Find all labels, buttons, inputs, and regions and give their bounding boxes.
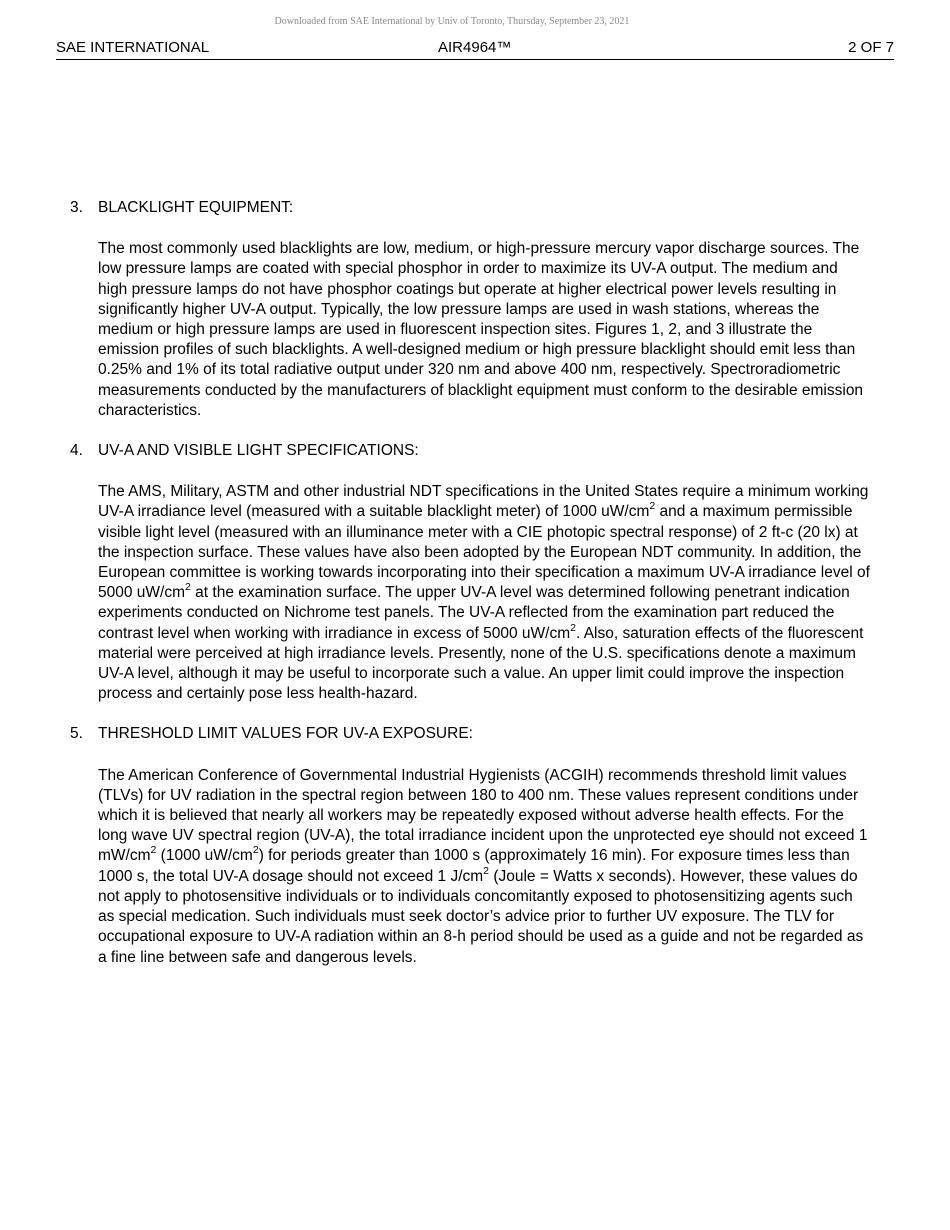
header-page-number: 2 OF 7 [848,39,894,56]
section-paragraph [98,766,870,968]
download-watermark: Downloaded from SAE International by Univ of Toronto, Thursday, September 23, 2021 [274,16,630,27]
header-org: SAE INTERNATIONAL [56,39,210,56]
section-paragraph: The most commonly used blacklights are low, medium, or high-pressure mercury vapor discharge sources. The low pressure lamps are coated with special phosphor in order to maximize its UV-A output. The medium and high pressure lamps do not have phosphor coatings but operate at higher electrical power levels resulting in significantly higher UV-A output. Typically, the low pressure lamps are used in wash stations, whereas the medium or high pressure lamps are used in fluorescent inspection sites. Figures 1, 2, and 3 illustrate the emission profiles of such blacklights. A well-designed medium or high pressure blacklight should emit less than 0.25% and 1% of its total radiative output under 320 nm and above 400 nm, respectively. Spectroradiometric measurements conducted by the manufacturers of blacklight equipment must conform to the desirable emission characteristics. [98,240,864,419]
section-heading [70,724,870,744]
section-uva-visible-light-specs [70,441,870,704]
page-header [56,39,894,60]
paragraph-text: at the examination surface. The upper UV-A level was determined following penetrant indication experiments conducted on Nichrome test panels. The UV-A reflected from the examination part reduced the contrast level when working with irradiance in excess of 5000 uW/cm [98,584,850,642]
superscript: 2 [649,500,656,513]
paragraph-text: . Also, saturation effects of the fluorescent material were perceived at high irradiance levels. Presently, none of the U.S. specifications denote a maximum UV-A level, although it may be useful to incorporate such a value. An upper limit could improve the inspection process and certainly pose less health-hazard. [98,624,864,703]
superscript: 2 [252,844,259,857]
paragraph-text: (Joule = Watts x seconds). However, these values do not apply to photosensitive individuals or to individuals concomitantly exposed to photosensitizing agents such as special medication. Such individuals must seek doctor’s advice prior to further UV exposure. The TLV for occupational exposure to UV-A radiation within an 8-h period should be used as a guide and not be regarded as a fine line between safe and dangerous levels. [98,867,864,966]
section-title: THRESHOLD LIMIT VALUES FOR UV-A EXPOSURE: [98,725,473,743]
section-title: BLACKLIGHT EQUIPMENT: [98,199,294,216]
section-number: 3. [70,199,83,216]
section-paragraph [98,482,870,704]
section-blacklight-equipment [70,198,870,421]
superscript: 2 [150,844,157,857]
paragraph-text: and a maximum permissible visible light level (measured with an illuminance meter with a CIE photopic spectral response) of 2 ft-c (20 lx) at the inspection surface. These values have also been adopted by the European NDT community. In addition, the European committee is working towards incorporating into their specification a maximum UV-A irradiance level of 5000 uW/cm [98,503,870,602]
section-number: 5. [70,725,83,743]
superscript: 2 [570,621,576,634]
document-body [70,198,870,988]
section-number: 4. [70,442,83,460]
paragraph-text: The American Conference of Governmental Industrial Hygienists (ACGIH) recommends threshold limit values (TLVs) for UV radiation in the spectral region between 180 to 400 nm. These values represent conditions under which it is believed that nearly all workers may be repeatedly exposed without adverse health effects. For the long wave UV spectral region (UV-A), the total irradiance incident upon the unprotected eye should not exceed 1 mW/cm [98,766,868,865]
section-heading [70,198,870,218]
paragraph-text: ) for periods greater than 1000 s (approximately 16 min). For exposure times less than 1000 s, the total UV-A dosage should not exceed 1 J/cm [98,847,850,885]
superscript: 2 [185,581,191,594]
section-title: UV-A AND VISIBLE LIGHT SPECIFICATIONS: [98,442,419,460]
paragraph-text: The AMS, Military, ASTM and other industrial NDT specifications in the United States require a minimum working UV-A irradiance level (measured with a suitable blacklight meter) of 1000 uW/cm [98,483,869,521]
header-doc-id: AIR4964™ [438,39,512,56]
paragraph-text: (1000 uW/cm [156,847,253,865]
section-threshold-limit-values [70,724,870,967]
section-heading [70,441,870,461]
superscript: 2 [483,864,490,877]
